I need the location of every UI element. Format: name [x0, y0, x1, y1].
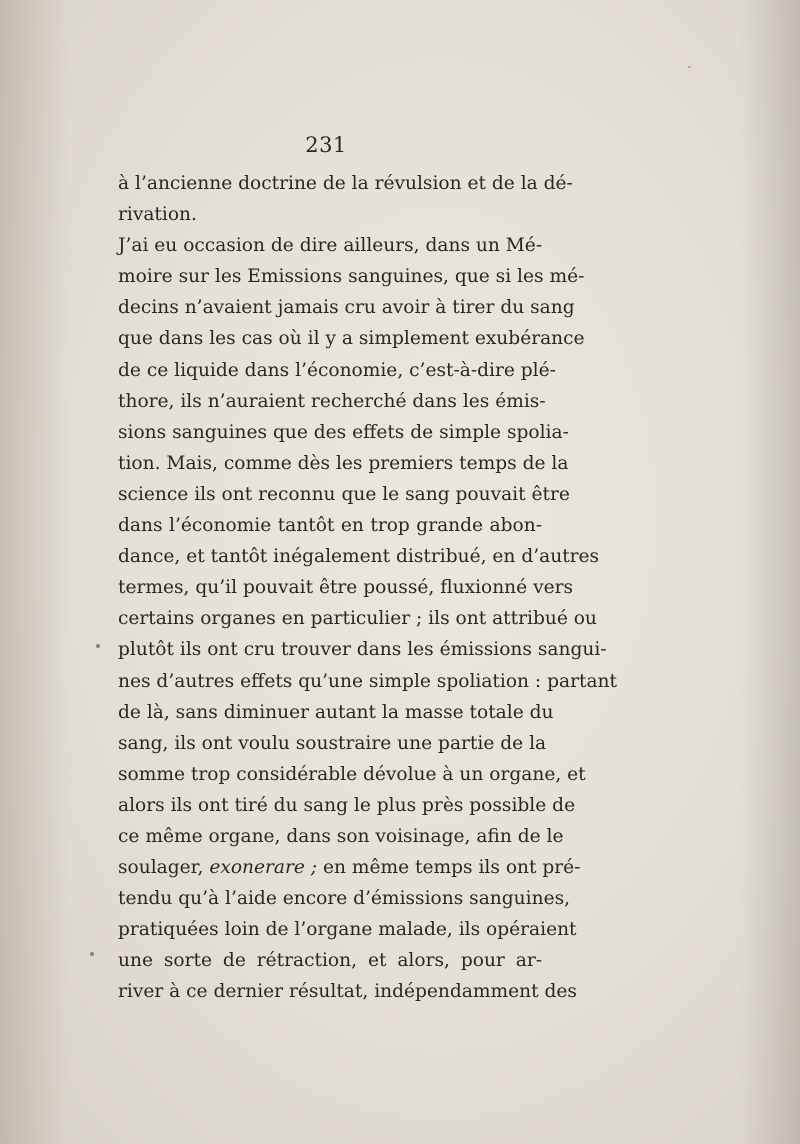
text-line: certains organes en particulier ; ils ont attribué ou: [118, 608, 597, 630]
body-text: [118, 168, 617, 1008]
page-number: 231: [305, 133, 347, 157]
text-line: dance, et tantôt inégalement distribué, en d’autres: [118, 546, 600, 568]
text-line: ce même organe, dans son voisinage, afin de le: [118, 825, 564, 847]
text-line: tion. Mais, comme dès les premiers temps de la: [118, 452, 569, 474]
text-line: dans l’économie tantôt en trop grande abon-: [118, 515, 542, 537]
text-line: sang, ils ont voulu soustraire une partie de la: [118, 732, 547, 754]
text-line: termes, qu’il pouvait être poussé, fluxionné vers: [118, 577, 574, 599]
text-line: de ce liquide dans l’économie, c’est-à-dire plé-: [118, 359, 556, 381]
text-line: J’ai eu occasion de dire ailleurs, dans un Mé-: [118, 235, 543, 257]
text-line: à l’ancienne doctrine de la révulsion et de la dé-: [118, 173, 573, 194]
text-run: soulager,: [118, 857, 210, 879]
paper-speck: [688, 66, 691, 68]
text-line: tendu qu’à l’aide encore d’émissions sanguines,: [118, 888, 571, 910]
text-line: somme trop considérable dévolue à un organe, et: [118, 763, 586, 785]
text-line: nes d’autres effets qu’une simple spoliation : partant: [118, 670, 617, 692]
text-line: thore, ils n’auraient recherché dans les émis-: [118, 390, 546, 412]
text-line: moire sur les Emissions sanguines, que si les mé-: [118, 266, 585, 288]
text-line: plutôt ils ont cru trouver dans les émissions sangui-: [118, 639, 607, 661]
text-line: river à ce dernier résultat, indépendamment des: [118, 981, 577, 1003]
text-line: une sorte de rétraction, et alors, pour ar-: [118, 950, 542, 972]
text-line: pratiquées loin de l’organe malade, ils opéraient: [118, 919, 577, 941]
text-line: de là, sans diminuer autant la masse totale du: [118, 701, 554, 723]
text-line: [118, 852, 581, 883]
text-run: en même temps ils ont pré-: [317, 857, 581, 879]
text-line: rivation.: [118, 204, 197, 226]
paper-speck: [96, 644, 100, 648]
text-line: alors ils ont tiré du sang le plus près possible de: [118, 794, 576, 816]
text-line: decins n’avaient jamais cru avoir à tirer du sang: [118, 297, 575, 319]
text-line: sions sanguines que des effets de simple spolia-: [118, 421, 569, 443]
text-line: science ils ont reconnu que le sang pouvait être: [118, 483, 570, 505]
italic-text: exonerare ;: [209, 857, 318, 879]
paper-speck: [90, 952, 94, 956]
text-line: que dans les cas où il y a simplement exubérance: [118, 328, 585, 350]
